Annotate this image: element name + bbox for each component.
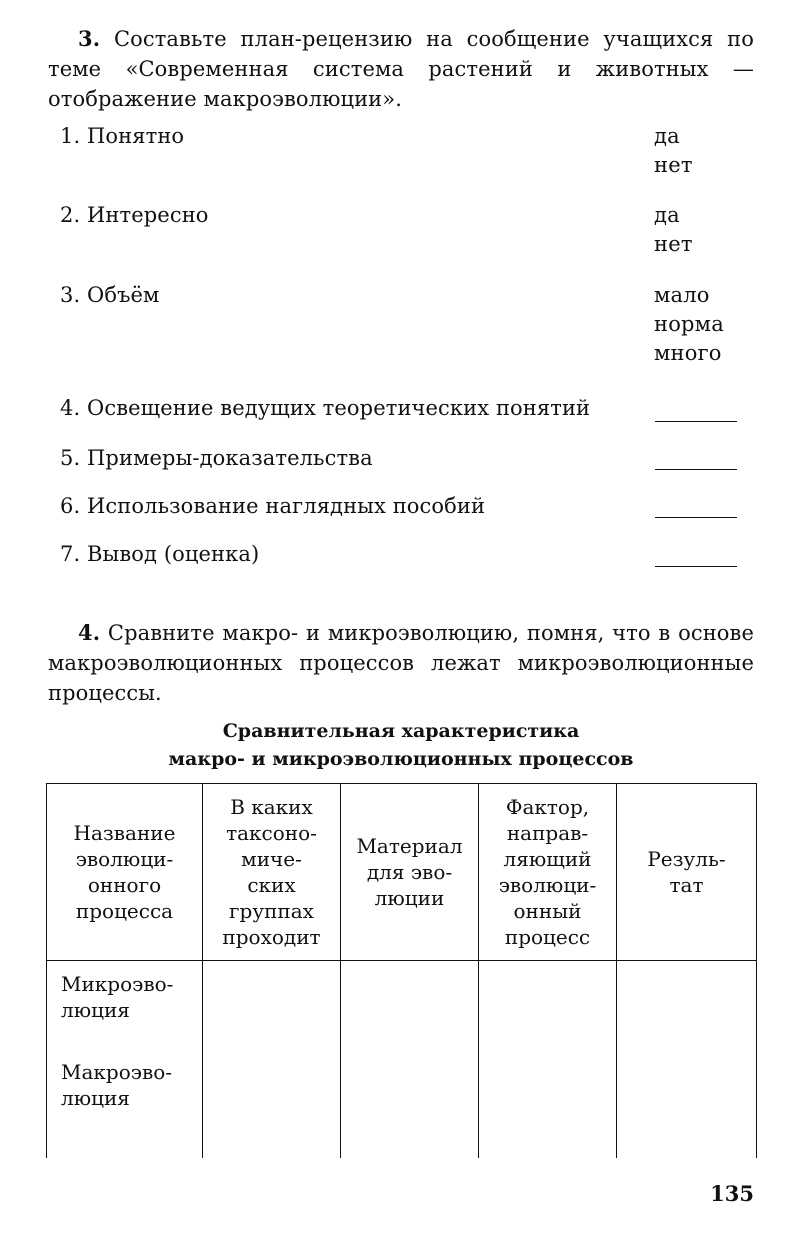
plan-item-1-label: 1. Понятно [60, 124, 185, 148]
plan-item-6-label: 6. Использование наглядных пособий [60, 494, 486, 518]
task-3-number: 3. [78, 26, 101, 51]
cell-directing-factor[interactable] [479, 961, 617, 1159]
plan-item-3-option-high: много [654, 341, 722, 365]
cell-material[interactable] [341, 961, 479, 1159]
plan-item-2-label: 2. Интересно [60, 203, 209, 227]
row-label-microevolution: Микроэво- люция [61, 972, 174, 1022]
task-4-paragraph [48, 618, 754, 708]
comparison-table [46, 783, 757, 1158]
row-labels-cell [47, 961, 203, 1159]
plan-item-2-option-yes: да [654, 203, 680, 227]
table-title-line-1: Сравнительная характеристика [222, 720, 580, 742]
header-result: Резуль- тат [617, 784, 757, 961]
cell-taxonomic-groups[interactable] [203, 961, 341, 1159]
plan-item-6-blank-line[interactable] [655, 517, 737, 518]
plan-item-4-label: 4. Освещение ведущих теоретических понятий [60, 396, 591, 420]
header-material: Материал для эво- люции [341, 784, 479, 961]
plan-item-3-label: 3. Объём [60, 283, 160, 307]
plan-item-7-blank-line[interactable] [655, 566, 737, 567]
header-taxonomic-groups: В каких таксоно- миче- ских группах проходит [203, 784, 341, 961]
task-3-paragraph [48, 24, 754, 114]
plan-item-1-option-no: нет [654, 153, 693, 177]
table-header-row [47, 784, 757, 961]
plan-item-3-option-normal: норма [654, 312, 724, 336]
table-title-line-2: макро- и микроэволюционных процессов [168, 748, 634, 770]
row-label-macroevolution: Макроэво- люция [61, 1060, 173, 1110]
plan-item-5-label: 5. Примеры-доказательства [60, 446, 373, 470]
task-4-text: Сравните макро- и микроэволюцию, помня, что в основе макроэволюционных процессов лежат микроэволюционные процессы. [48, 621, 755, 705]
plan-item-3-option-low: мало [654, 283, 710, 307]
page-number: 135 [710, 1181, 754, 1206]
plan-item-5-blank-line[interactable] [655, 469, 737, 470]
header-directing-factor: Фактор, направ- ляющий эволюци- онный процесс [479, 784, 617, 961]
task-4-number: 4. [78, 620, 101, 645]
cell-result[interactable] [617, 961, 757, 1159]
table-row [47, 961, 757, 1159]
header-process-name: Название эволюци- онного процесса [47, 784, 203, 961]
task-3-text: Составьте план-рецензию на сообщение учащихся по теме «Современная система растений и животных — отображение макроэволюции». [48, 27, 755, 111]
plan-item-4-blank-line[interactable] [655, 421, 737, 422]
plan-item-7-label: 7. Вывод (оценка) [60, 542, 260, 566]
plan-item-1-option-yes: да [654, 124, 680, 148]
plan-item-2-option-no: нет [654, 232, 693, 256]
